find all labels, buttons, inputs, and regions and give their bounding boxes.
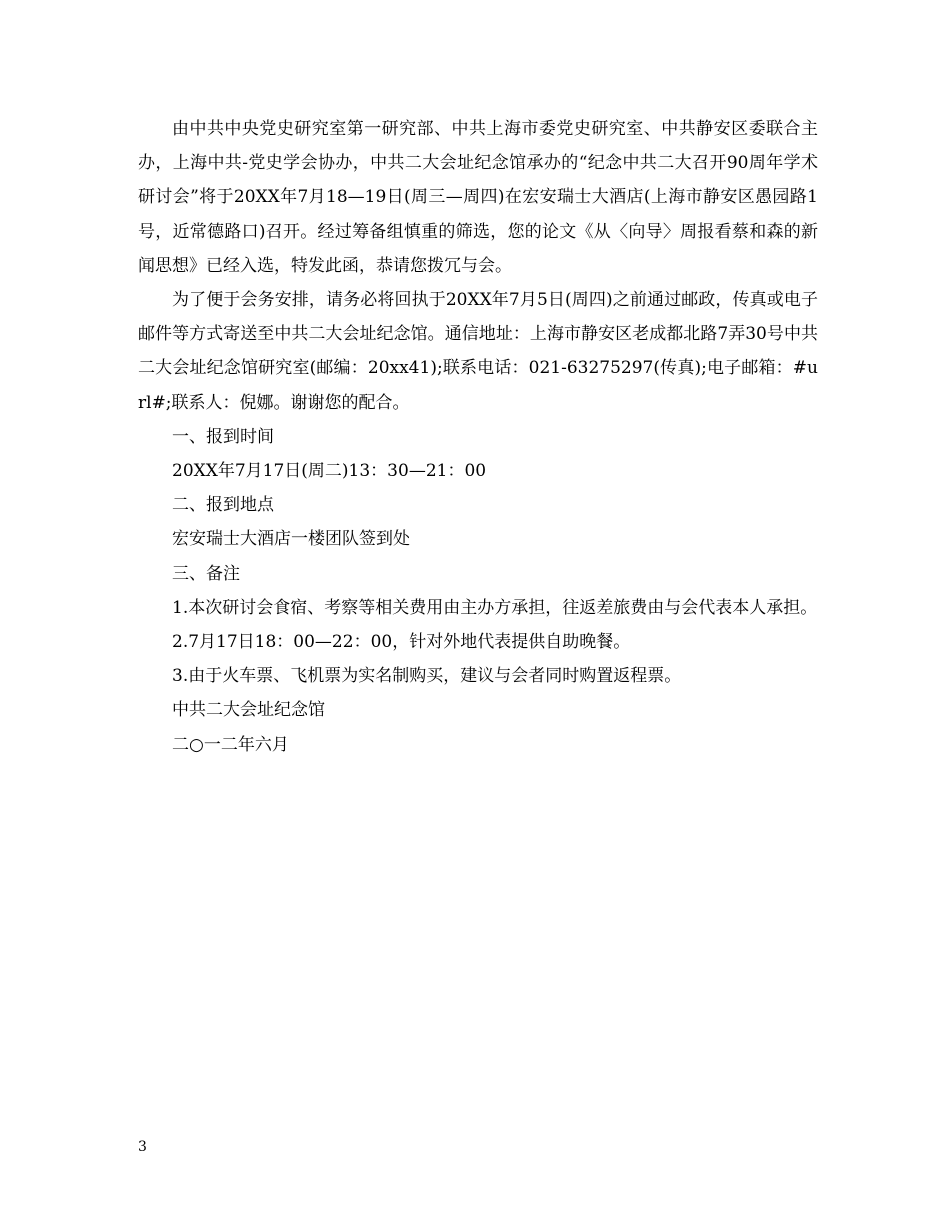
registration-time: 20XX年7月17日(周二)13：30—21：00 [172,461,487,482]
note-item: 1.本次研讨会食宿、考察等相关费用由主办方承担，往返差旅费由与会代表本人承担。 [172,597,818,618]
reply-instructions-paragraph: 为了便于会务安排，请务必将回执于20XX年7月5日(周四)之前通过邮政，传真或电子邮件等方式寄送至中共二大会址纪念馆。通信地址：上海市静安区老成都北路7弄30号中共二大会址纪念馆研究室(邮编：20xx41);联系电话：021-63275297(传真);电子邮箱：#url#;联系人：倪娜。谢谢您的配合。 [138,290,818,413]
note-item: 2.7月17日18：00—22：00，针对外地代表提供自助晚餐。 [172,632,631,653]
section-heading-registration-time: 一、报到时间 [172,426,274,447]
registration-location: 宏安瑞士大酒店一楼团队签到处 [172,529,410,550]
note-item: 3.由于火车票、飞机票为实名制购买，建议与会者同时购置返程票。 [172,666,682,687]
section-heading-registration-location: 二、报到地点 [172,495,274,516]
invitation-paragraph: 由中共中央党史研究室第一研究部、中共上海市委党史研究室、中共静安区委联合主办，上海中共-党史学会协办，中共二大会址纪念馆承办的“纪念中共二大召开90周年学术研讨会”将于20XX年7月18—19日(周三—周四)在宏安瑞士大酒店(上海市静安区愚园路1号，近常德路口)召开。经过筹备组慎重的筛选，您的论文《从〈向导〉周报看蔡和森的新闻思想》已经入选，特发此函，恭请您拨冗与会。 [138,119,818,276]
document-body [138,112,818,762]
page-number: 3 [138,1139,147,1155]
section-heading-notes: 三、备注 [172,563,240,584]
signature-organization: 中共二大会址纪念馆 [172,700,325,721]
signature-date: 二○一二年六月 [172,734,289,755]
